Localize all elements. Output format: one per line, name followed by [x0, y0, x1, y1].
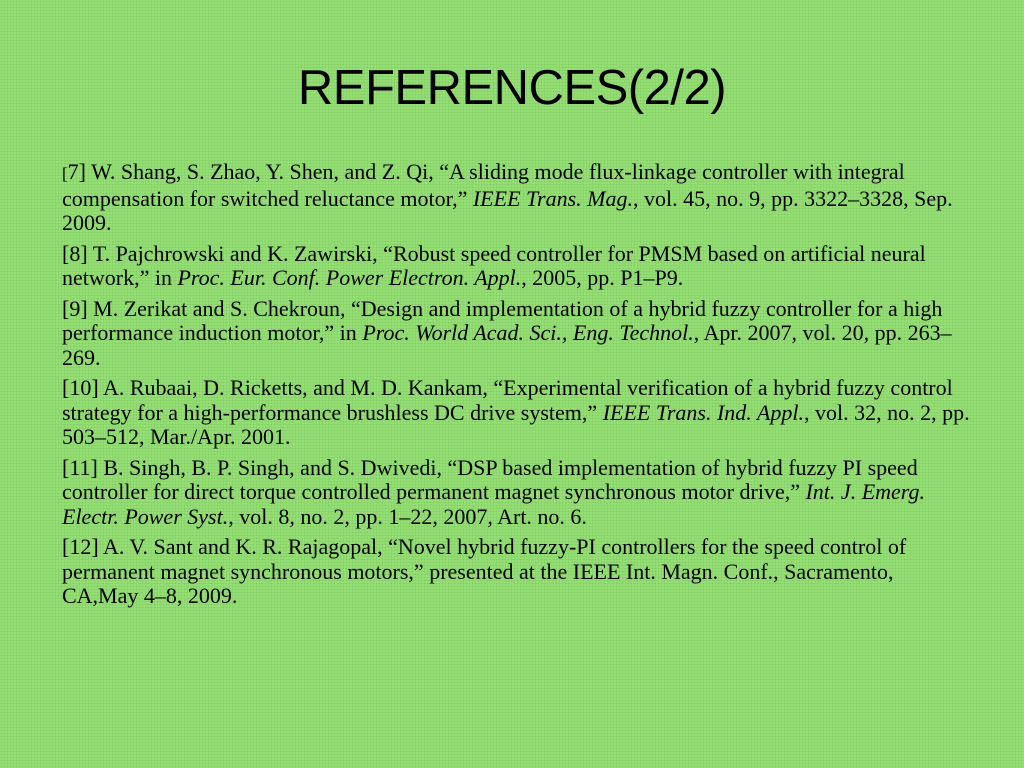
reference-venue: IEEE Trans. Mag. — [472, 185, 633, 211]
reference-label: 7] — [67, 159, 86, 184]
reference-venue: Proc. World Acad. Sci., Eng. Technol. — [362, 320, 694, 345]
reference-item-12 — [62, 535, 972, 609]
reference-authors-title: B. Singh, B. P. Singh, and S. Dwivedi, “DSP based implementation of hybrid fuzzy PI speed controller for direct torque controlled permanent magnet synchronous motor drive,” — [62, 454, 918, 504]
reference-venue: IEEE Trans. Ind. Appl. — [602, 399, 804, 425]
reference-authors-title: W. Shang, S. Zhao, Y. Shen, and Z. Qi, “A sliding mode flux-linkage controller with integral compensation for switched reluctance motor,” — [62, 159, 905, 211]
reference-item-11 — [62, 456, 972, 530]
reference-label: [11] — [62, 454, 98, 480]
reference-details: , vol. 45, no. 9, pp. 3322–3328, Sep. 2009. — [62, 185, 953, 235]
reference-item-7 — [62, 160, 972, 236]
reference-label: [10] — [62, 375, 99, 400]
reference-details: , Apr. 2007, vol. 20, pp. 263–269. — [62, 320, 952, 370]
reference-authors-title: M. Zerikat and S. Chekroun, “Design and implementation of a hybrid fuzzy controller for a high performance induction motor,” in — [62, 295, 943, 345]
reference-item-10 — [62, 376, 972, 450]
reference-details: , 2005, pp. P1–P9. — [521, 265, 684, 290]
reference-authors-title: A. Rubaai, D. Ricketts, and M. D. Kankam, “Experimental verification of a hybrid fuzzy control strategy for a high-performance brushless DC drive system,” — [62, 375, 953, 425]
reference-details: , vol. 32, no. 2, pp. 503–512, Mar./Apr. 2001. — [62, 399, 970, 449]
reference-details: , vol. 8, no. 2, pp. 1–22, 2007, Art. no. 6. — [228, 503, 587, 529]
reference-open-bracket: [ — [62, 164, 68, 183]
reference-label: [12] — [62, 534, 99, 559]
reference-venue: Proc. Eur. Conf. Power Electron. Appl. — [177, 265, 522, 290]
slide-title: REFERENCES(2/2) — [297, 61, 727, 115]
reference-authors-title: A. V. Sant and K. R. Rajagopal, “Novel hybrid fuzzy-PI controllers for the speed control of permanent magnet synchronous motors,” presented at the IEEE Int. Magn. Conf., Sacramento, CA,May 4–8, 2009. — [62, 534, 907, 608]
reference-label: [8] — [62, 240, 88, 266]
reference-authors-title: T. Pajchrowski and K. Zawirski, “Robust speed controller for PMSM based on artificial neural network,” in — [62, 240, 926, 290]
reference-item-8 — [62, 242, 972, 291]
reference-venue: Int. J. Emerg. Electr. Power Syst. — [62, 479, 926, 529]
reference-list — [62, 160, 972, 615]
reference-item-9 — [62, 297, 972, 371]
reference-label: [9] — [62, 295, 88, 321]
